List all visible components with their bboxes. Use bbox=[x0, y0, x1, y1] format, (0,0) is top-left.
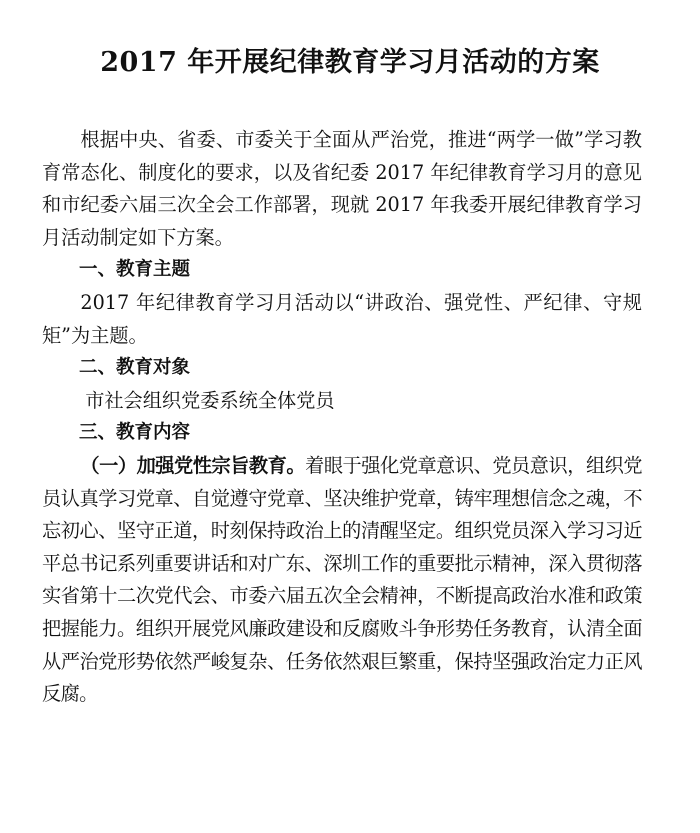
subsection-text-party-spirit: 着眼于强化党章意识、党员意识，组织党员认真学习党章、自觉遵守党章、坚决维护党章，铸牢理想信念之魂，不忘初心、坚守正道，时刻保持政治上的清醒坚定。组织党员深入学习习近平总书记系列重要讲话和对广东、深圳工作的重要批示精神，深入贯彻落实省第十二次党代会、市委六届五次全会精神，不断提高政治水准和政策把握能力。组织开展党风廉政建设和反腐败斗争形势任务教育，认清全面从严治党形势依然严峻复杂、任务依然艰巨繁重，保持坚强政治定力正风反腐。 bbox=[42, 453, 642, 706]
intro-paragraph: 根据中央、省委、市委关于全面从严治党，推进“两学一做”学习教育常态化、制度化的要求，以及省纪委 2017 年纪律教育学习月的意见和市纪委六届三次全会工作部署，现就 2017 年我委开展纪律教育学习月活动制定如下方案。 bbox=[42, 128, 642, 249]
document-body bbox=[42, 124, 642, 711]
section-heading-audience: 二、教育对象 bbox=[79, 357, 191, 379]
section-text-theme: 2017 年纪律教育学习月活动以“讲政治、强党性、严纪律、守规矩”为主题。 bbox=[42, 290, 642, 347]
section-text-audience: 市社会组织党委系统全体党员 bbox=[85, 388, 335, 412]
section-text-content bbox=[42, 450, 642, 711]
section-heading-theme: 一、教育主题 bbox=[79, 259, 191, 281]
document-title: 2017 年开展纪律教育学习月活动的方案 bbox=[100, 47, 600, 78]
section-heading-content: 三、教育内容 bbox=[79, 422, 191, 444]
subsection-heading-party-spirit: （一）加强党性宗旨教育。 bbox=[80, 453, 306, 477]
